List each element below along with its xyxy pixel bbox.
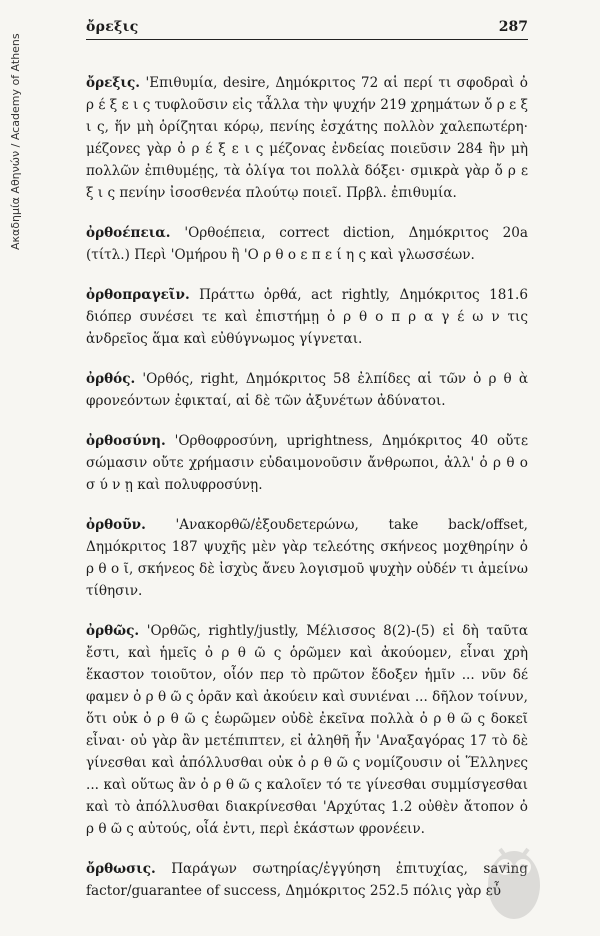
dictionary-content bbox=[86, 72, 528, 920]
entry-text: 'Ορθός, right, Δημόκριτος 58 ἐλπίδες αἱ τῶν ὀ ρ θ ὰ φρονεόντων ἐφικταί, αἱ δὲ τῶν ἀξυνέτων ἀδύνατοι. bbox=[86, 371, 528, 409]
page-header bbox=[86, 17, 528, 40]
entry-text: 'Ανακορθῶ/ἐξουδετερώνω, take back/offset, Δημόκριτος 187 ψυχῆς μὲν γὰρ τελεότης σκήνεος μοχθηρίην ὀ ρ θ ο ῖ, σκήνεος δὲ ἰσχὺς ἄνευ λογισμοῦ ψυχὴν οὐδέν τι ἀμείνω τίθησιν. bbox=[86, 517, 528, 599]
entry-headword: ὄρεξις. bbox=[86, 75, 141, 91]
entry bbox=[86, 72, 528, 204]
entry-headword: ὀρθοῦν. bbox=[86, 517, 146, 533]
entry bbox=[86, 620, 528, 840]
entry-text: 'Ορθοέπεια, correct diction, Δημόκριτος 20a (τίτλ.) Περὶ 'Ομήρου ἢ 'Ο ρ θ ο ε π ε ί η ς καὶ γλωσσέων. bbox=[86, 225, 528, 263]
entry-text: Παράγων σωτηρίας/ἐγγύηση ἐπιτυχίας, saving factor/guarantee of success, Δημόκριτος 252.5 πόλις γὰρ εὖ bbox=[86, 861, 528, 899]
entry-text: Πράττω ὀρθά, act rightly, Δημόκριτος 181.6 διόπερ συνέσει τε καὶ ἐπιστήμῃ ὀ ρ θ ο π ρ α γ έ ω ν τις ἀνδρεῖος ἅμα καὶ εὐθύγνωμος γίγνεται. bbox=[86, 287, 528, 347]
archive-side-label: Ακαδημία Αθηνών / Academy of Athens bbox=[9, 33, 22, 250]
running-head: ὄρεξις bbox=[86, 19, 139, 35]
entry bbox=[86, 368, 528, 412]
entry bbox=[86, 858, 528, 902]
entry-text: 'Επιθυμία, desire, Δημόκριτος 72 αἱ περί τι σφοδραὶ ὀ ρ έ ξ ε ι ς τυφλοῦσιν εἰς τἆλλα τὴν ψυχήν 219 χρημάτων ὄ ρ ε ξ ι ς, ἥν μὴ ὁρίζηται κόρῳ, πενίης ἐσχάτης πολλὸν χαλεπωτέρη· μέζονες γὰρ ὀ ρ έ ξ ε ι ς μέζονας ἐνδείας ποιεῦσιν 284 ἢν μὴ πολλῶν ἐπιθυμέῃς, τὰ ὀλίγα τοι πολλὰ δόξει· σμικρὰ γὰρ ὄ ρ ε ξ ι ς πενίην ἰσοσθενέα πλούτῳ ποιεῖ. Πρβλ. ἐπιθυμία. bbox=[86, 75, 528, 201]
entry-headword: ὀρθός. bbox=[86, 371, 136, 387]
owl-watermark-icon bbox=[472, 835, 556, 925]
entry-text: 'Ορθῶς, rightly/justly, Μέλισσος 8(2)-(5) εἰ δὴ ταῦτα ἔστι, καὶ ἡμεῖς ὀ ρ θ ῶ ς ὁρῶμεν καὶ ἀκούομεν, εἶναι χρὴ ἕκαστον τοιοῦτον, οἷόν περ τὸ πρῶτον ἔδοξεν ἡμῖν ... νῦν δέ φαμεν ὀ ρ θ ῶ ς ὁρᾶν καὶ ἀκούειν καὶ συνιέναι ... δῆλον τοίνυν, ὅτι οὐκ ὀ ρ θ ῶ ς ἑωρῶμεν οὐδὲ ἐκεῖνα πολλὰ ὀ ρ θ ῶ ς δοκεῖ εἶναι· οὐ γὰρ ἂν μετέπιπτεν, εἰ ἀληθῆ ἦν 'Αναξαγόρας 17 τὸ δὲ γίνεσθαι καὶ ἀπόλλυσθαι οὐκ ὀ ρ θ ῶ ς νομίζουσιν οἱ Ἕλληνες ... καὶ οὕτως ἂν ὀ ρ θ ῶ ς καλοῖεν τό τε γίνεσθαι συμμίσγεσθαι καὶ τὸ ἀπόλλυσθαι διακρίνεσθαι 'Αρχύτας 1.2 οὐθὲν ἄτοπον ὀ ρ θ ῶ ς αὐτούς, οἷά ἐντι, περὶ ἑκάστων φρονέειν. bbox=[86, 623, 528, 837]
entry-headword: ὄρθωσις. bbox=[86, 861, 156, 877]
entry-headword: ὀρθοπραγεῖν. bbox=[86, 287, 190, 303]
entry-text: 'Ορθοφροσύνη, uprightness, Δημόκριτος 40 οὔτε σώμασιν οὔτε χρήμασιν εὐδαιμονοῦσιν ἄνθρωποι, ἀλλ' ὀ ρ θ ο σ ύ ν ῃ καὶ πολυφροσύνῃ. bbox=[86, 433, 528, 493]
entry bbox=[86, 284, 528, 350]
entry bbox=[86, 514, 528, 602]
entry bbox=[86, 222, 528, 266]
entry-headword: ὀρθοέπεια. bbox=[86, 225, 171, 241]
entry-headword: ὀρθῶς. bbox=[86, 623, 140, 639]
entry-headword: ὀρθοσύνη. bbox=[86, 433, 166, 449]
entry bbox=[86, 430, 528, 496]
page-number: 287 bbox=[498, 19, 528, 35]
